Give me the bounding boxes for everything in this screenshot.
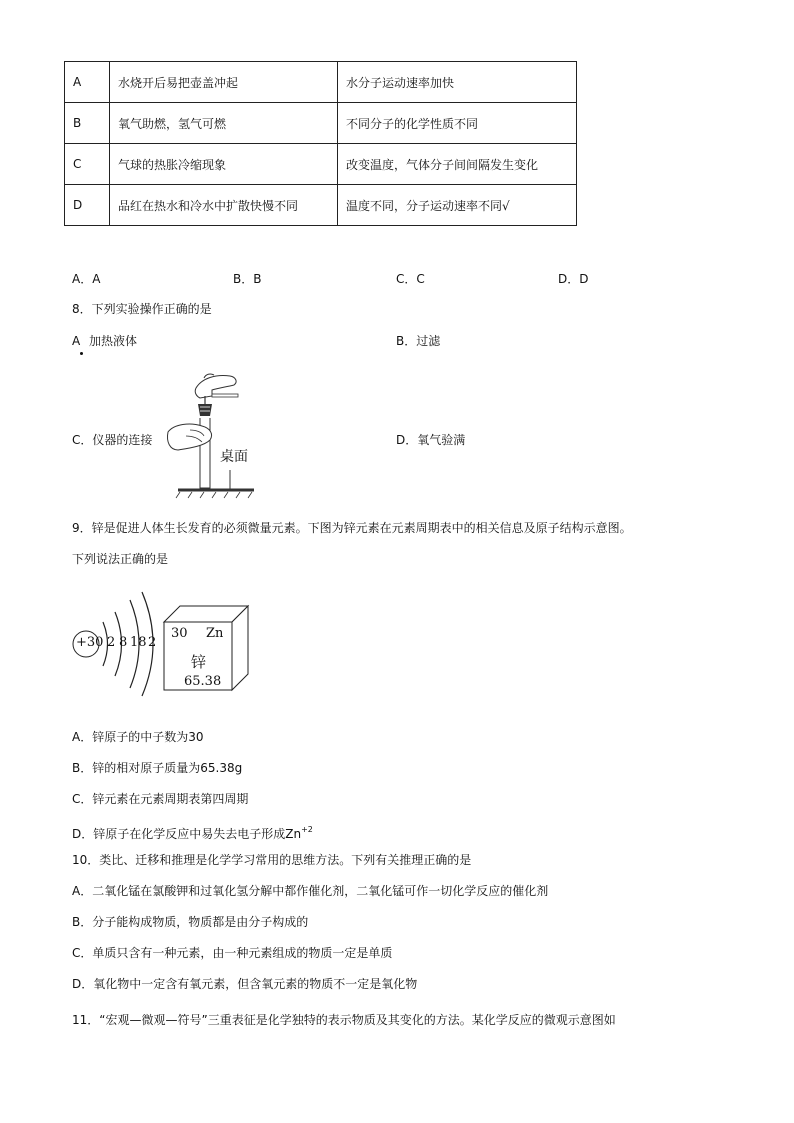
q8-stem: 8．下列实验操作正确的是 [72,302,212,316]
q10-option-d[interactable]: D．氧化物中一定含有氧元素，但含氧元素的物质不一定是氧化物 [72,977,418,991]
explanation-cell: 不同分子的化学性质不同 [338,103,577,144]
nucleus-charge: +30 [76,635,104,650]
atomic-number: 30 [171,626,188,641]
table-row [65,185,577,226]
element-symbol: Zn [206,626,224,641]
explanation-cell: 水分子运动速率加快 [338,62,577,103]
q7-option-b[interactable]: B．B [233,272,262,286]
q10-option-c[interactable]: C．单质只含有一种元素，由一种元素组成的物质一定是单质 [72,946,393,960]
explanation-cell: 温度不同，分子运动速率不同√ [338,185,577,226]
q8-option-a-letter[interactable]: A [72,334,81,348]
q9-option-d-superscript: +2 [301,825,313,834]
shell-2-electrons: 8 [119,635,128,650]
q10-stem: 10．类比、迁移和推理是化学学习常用的思维方法。下列有关推理正确的是 [72,853,472,867]
table-row [65,62,577,103]
shell-3-electrons: 18 [130,635,147,650]
shell-4-electrons: 2 [148,635,157,650]
q9-option-b[interactable]: B．锌的相对原子质量为65.38g [72,761,243,775]
q9-stem-line2: 下列说法正确的是 [72,552,169,566]
row-label: D [65,185,110,226]
q11-stem: 11．“宏观—微观—符号”三重表征是化学独特的表示物质及其变化的方法。某化学反应的微观示意图如 [72,1013,616,1027]
q8-option-c[interactable]: C．仪器的连接 [72,433,153,447]
q7-option-a[interactable]: A．A [72,272,101,286]
phenomenon-cell: 水烧开后易把壶盖冲起 [110,62,338,103]
desk-label: 桌面 [220,449,248,465]
comparison-table [64,61,577,226]
phenomenon-cell: 品红在热水和冷水中扩散快慢不同 [110,185,338,226]
q10-option-b[interactable]: B．分子能构成物质，物质都是由分子构成的 [72,915,309,929]
q7-option-c[interactable]: C．C [396,272,425,286]
instrument-connection-figure [160,370,260,500]
q10-option-a[interactable]: A．二氧化锰在氯酸钾和过氧化氢分解中都作催化剂，二氧化锰可作一切化学反应的催化剂 [72,884,549,898]
phenomenon-cell: 气球的热胀冷缩现象 [110,144,338,185]
q8-option-d[interactable]: D．氧气验满 [396,433,466,447]
q9-option-d-text: D．锌原子在化学反应中易失去电子形成Zn [72,827,302,841]
phenomenon-cell: 氧气助燃，氢气可燃 [110,103,338,144]
q8-option-b[interactable]: B．过滤 [396,334,441,348]
row-label: C [65,144,110,185]
q7-option-d[interactable]: D．D [558,272,589,286]
q9-stem-line1: 9．锌是促进人体生长发育的必须微量元素。下图为锌元素在元素周期表中的相关信息及原子结构示意图。 [72,521,632,535]
q9-option-c[interactable]: C．锌元素在元素周期表第四周期 [72,792,249,806]
row-label: B [65,103,110,144]
q8-option-a-dot [80,352,83,355]
table-row [65,144,577,185]
q9-option-d[interactable] [72,822,313,842]
shell-1-electrons: 2 [107,635,116,650]
q8-option-a-label[interactable]: 加热液体 [89,334,138,348]
explanation-cell: 改变温度，气体分子间间隔发生变化 [338,144,577,185]
table-row [65,103,577,144]
q9-option-a[interactable]: A．锌原子的中子数为30 [72,730,204,744]
element-name: 锌 [191,653,207,671]
atomic-mass: 65.38 [184,674,222,689]
row-label: A [65,62,110,103]
